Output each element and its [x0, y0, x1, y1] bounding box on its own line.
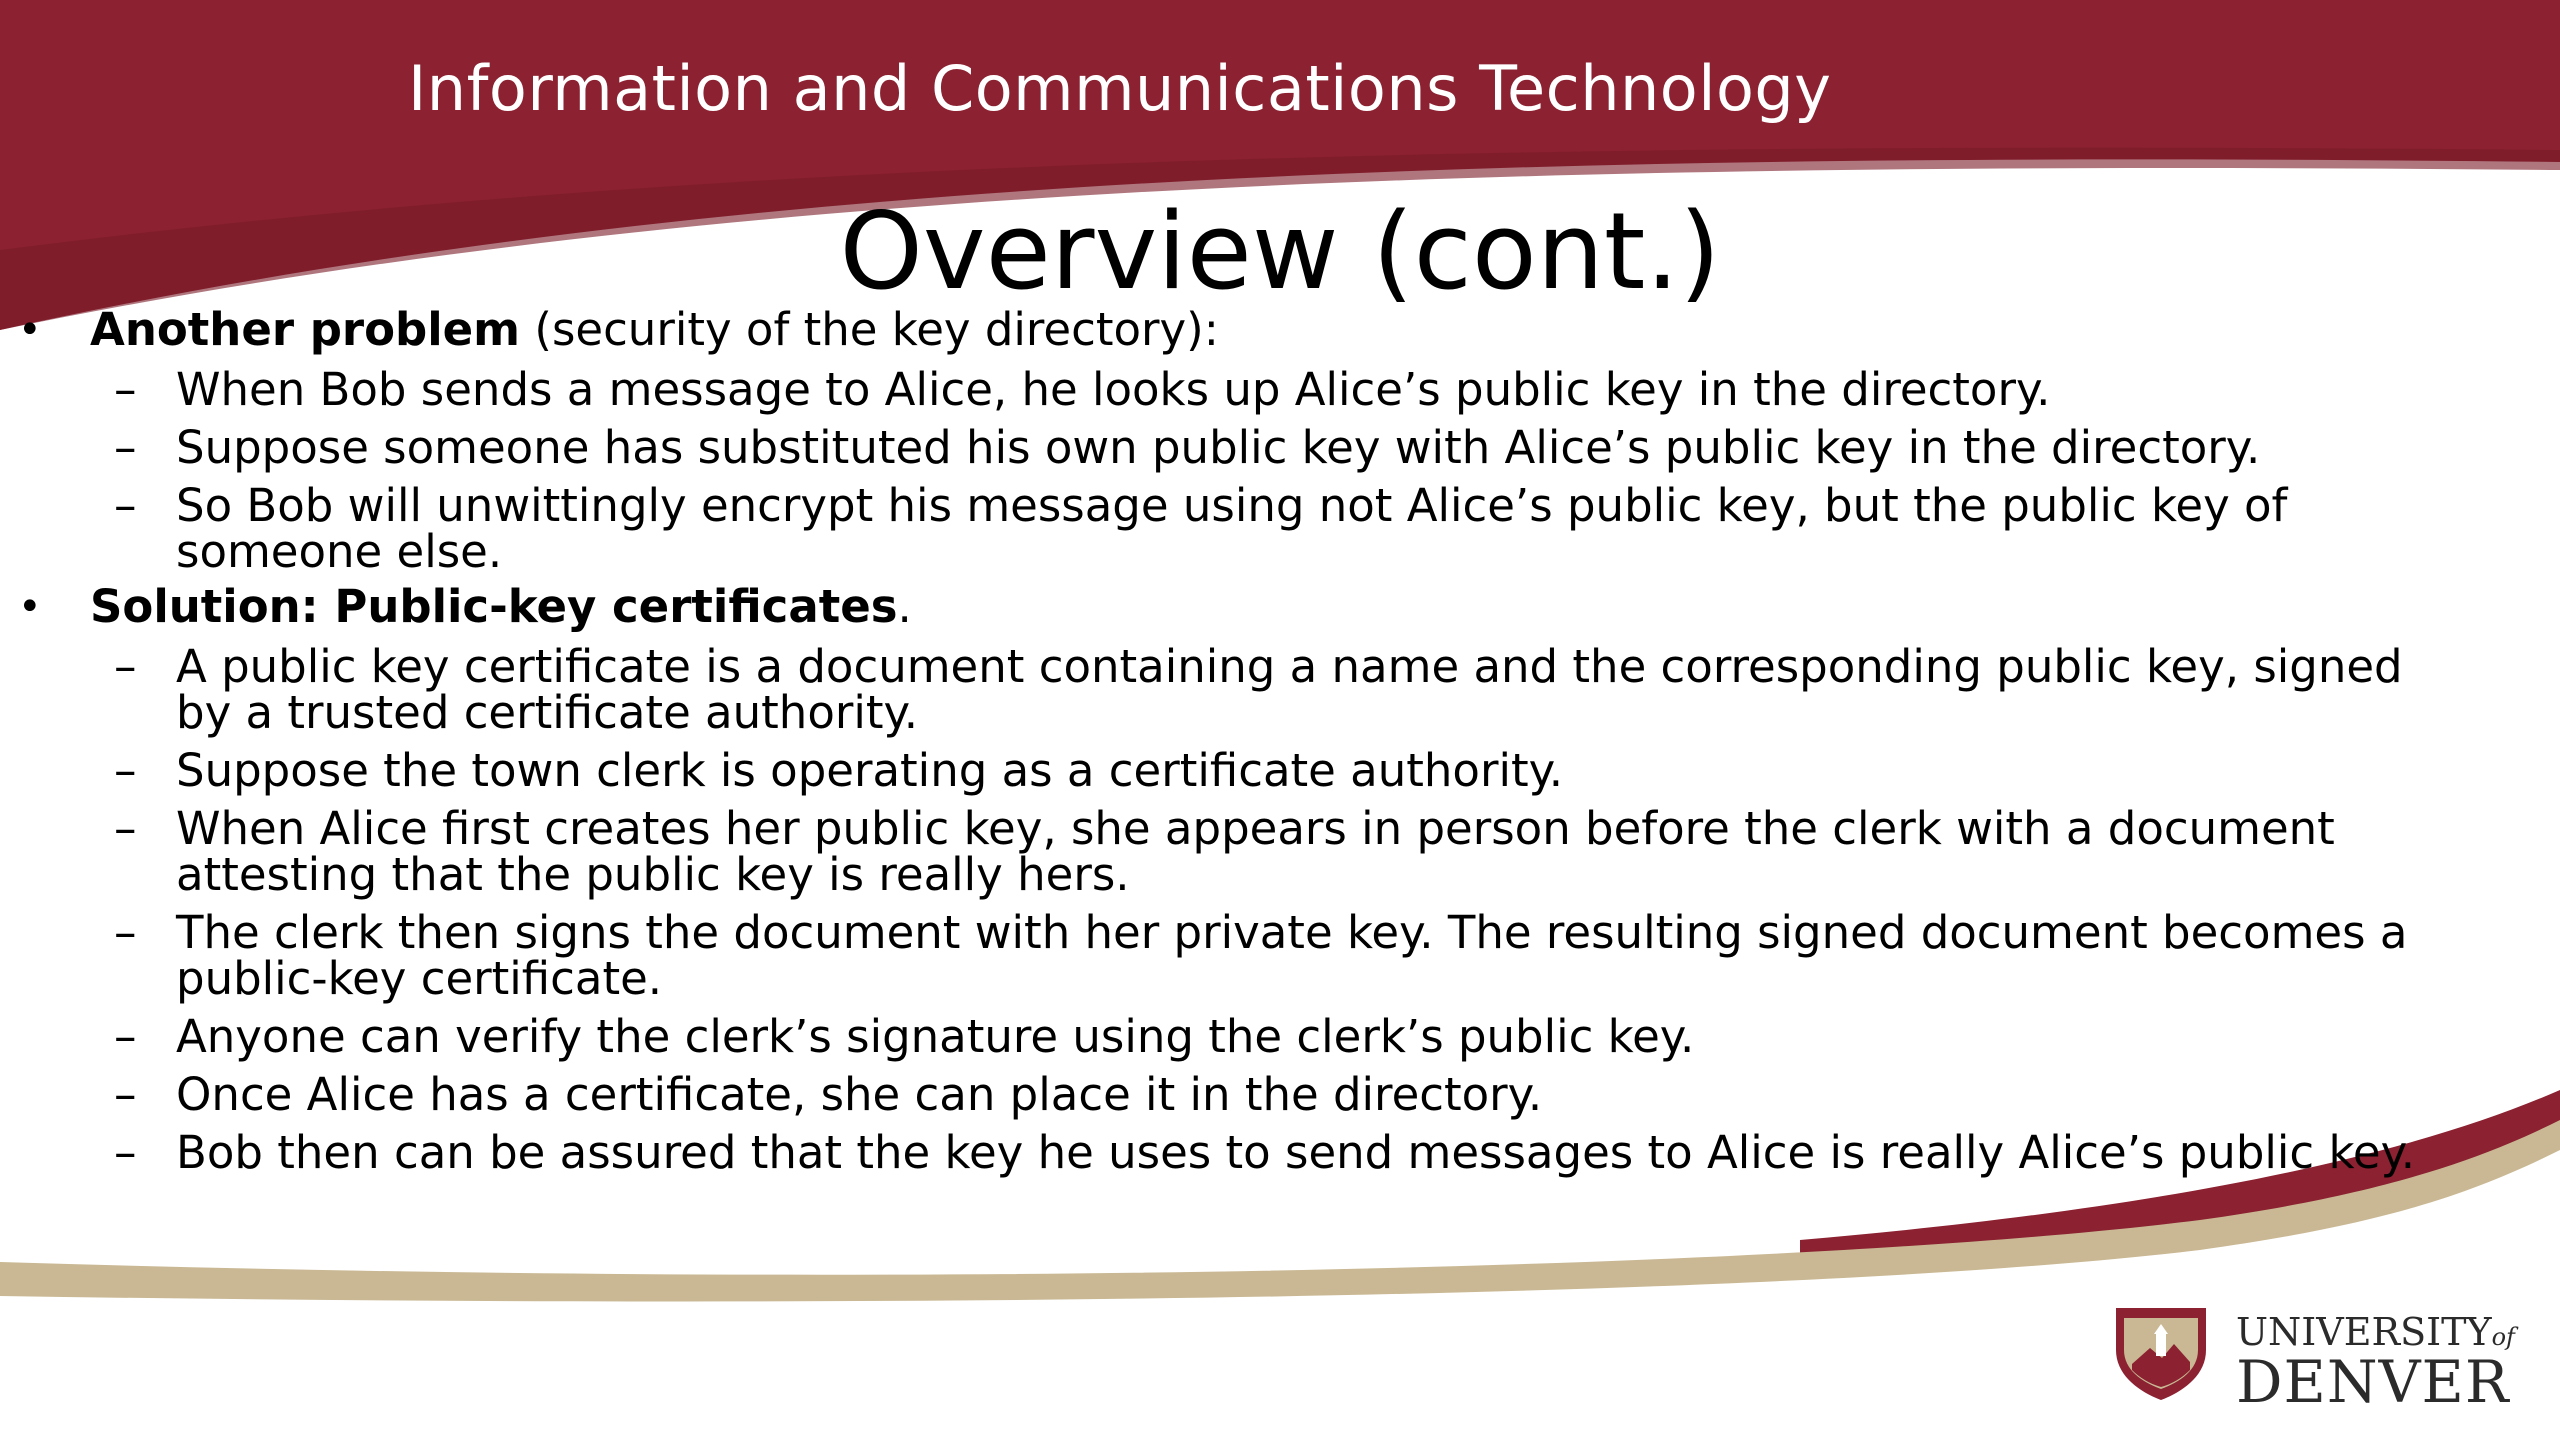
sub-bullet-item [14, 640, 2484, 739]
sub-bullet-item [14, 744, 2484, 797]
bullet-item [14, 305, 2484, 355]
bullet-text: . [897, 580, 912, 633]
sub-bullet-item [14, 802, 2484, 901]
sub-bullet-marker: – [114, 479, 137, 532]
sub-bullet-marker: – [114, 640, 137, 693]
university-logo [2236, 1310, 2515, 1416]
sub-bullet-item [14, 421, 2484, 474]
sub-bullet-item [14, 1010, 2484, 1063]
sub-bullet-item [14, 906, 2484, 1005]
logo-line2: DENVER [2236, 1348, 2510, 1416]
logo-line1-small: of [2491, 1323, 2515, 1351]
bullet-item [14, 582, 2484, 632]
sub-bullet-item [14, 363, 2484, 416]
sub-bullet-text: The clerk then signs the document with her private key. The resulting signed document becomes a public-key certificate. [176, 906, 2408, 1005]
sub-bullet-text: Suppose the town clerk is operating as a certificate authority. [176, 744, 1564, 797]
page-title [0, 190, 2560, 314]
sub-bullet-marker: – [114, 802, 137, 855]
sub-bullet-item [14, 1068, 2484, 1121]
slide-body [14, 298, 2484, 1179]
university-crest-icon [2112, 1304, 2210, 1402]
page-title-text: Overview (cont.) [839, 190, 1721, 313]
sub-bullet-item [14, 479, 2484, 578]
sub-bullet-marker: – [114, 744, 137, 797]
sub-bullet-marker: – [114, 1068, 137, 1121]
bullet-bold-text: Solution: Public-key certificates [90, 580, 898, 633]
bullet-text: (security of the key directory): [520, 303, 1219, 356]
sub-bullet-marker: – [114, 906, 137, 959]
bullet-marker: • [18, 307, 42, 353]
sub-bullet-text: When Bob sends a message to Alice, he looks up Alice’s public key in the directory. [176, 363, 2051, 416]
sub-bullet-text: A public key certificate is a document containing a name and the corresponding public key, signed by a trusted certificate authority. [176, 640, 2403, 739]
logo-line1: UNIVERSITY [2236, 1310, 2492, 1354]
bullet-marker: • [18, 584, 42, 630]
sub-bullet-text: Anyone can verify the clerk’s signature using the clerk’s public key. [176, 1010, 1695, 1063]
sub-bullet-text: So Bob will unwittingly encrypt his message using not Alice’s public key, but the public key of someone else. [176, 479, 2288, 578]
sub-bullet-text: Suppose someone has substituted his own public key with Alice’s public key in the directory. [176, 421, 2261, 474]
sub-bullet-text: When Alice first creates her public key, she appears in person before the clerk with a document attesting that the public key is really hers. [176, 802, 2335, 901]
sub-bullet-text: Once Alice has a certificate, she can place it in the directory. [176, 1068, 1543, 1121]
sub-bullet-marker: – [114, 1126, 137, 1179]
sub-bullet-marker: – [114, 363, 137, 416]
header-title: Information and Communications Technology [408, 52, 1832, 125]
sub-bullet-marker: – [114, 1010, 137, 1063]
bullet-bold-text: Another problem [90, 303, 521, 356]
sub-bullet-marker: – [114, 421, 137, 474]
sub-bullet-text: Bob then can be assured that the key he uses to send messages to Alice is really Alice’s public key. [176, 1126, 2416, 1179]
sub-bullet-item [14, 1126, 2484, 1179]
